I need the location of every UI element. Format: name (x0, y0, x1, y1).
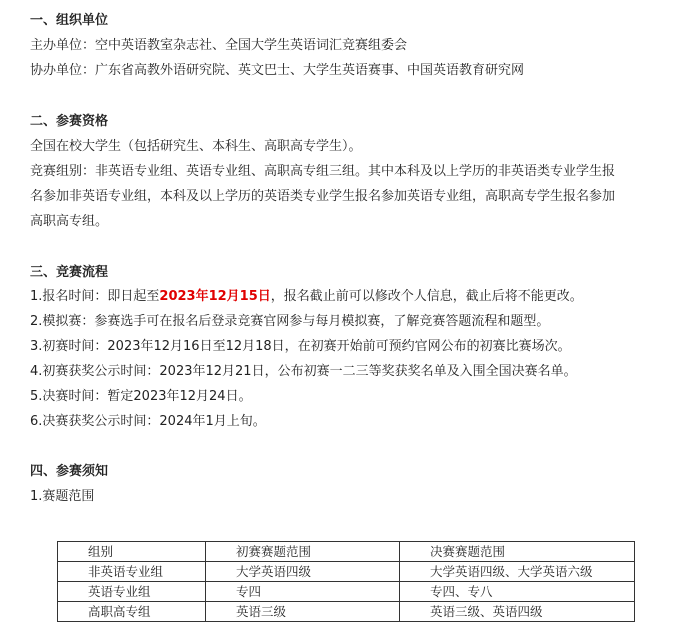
org-heading: 一、组织单位 (30, 13, 109, 28)
table-cell: 大学英语四级 (206, 562, 400, 582)
table-cell: 高职高专组 (58, 602, 206, 622)
table-cell: 英语三级、英语四级 (399, 602, 634, 622)
table-cell: 专四 (206, 582, 400, 602)
exam-scope-table (57, 541, 635, 622)
table-cell: 大学英语四级、大学英语六级 (399, 562, 634, 582)
org-co-line: 协办单位：广东省高教外语研究院、英文巴士、大学生英语赛事、中国英语教育研究网 (30, 63, 525, 78)
table-header-cell: 决赛赛题范围 (399, 542, 634, 562)
table-cell: 非英语专业组 (58, 562, 206, 582)
table-cell: 英语专业组 (58, 582, 206, 602)
table-row (58, 562, 635, 582)
registration-deadline-highlight: 2023年12月15日 (159, 289, 271, 304)
org-host-line: 主办单位：空中英语教室杂志社、全国大学生英语词汇竞赛组委会 (30, 38, 408, 53)
table-cell: 专四、专八 (399, 582, 634, 602)
eligibility-line-3: 名参加非英语专业组，本科及以上学历的英语类专业学生报名参加英语专业组，高职高专学生报名参加 (30, 189, 616, 204)
process-heading: 三、竞赛流程 (30, 265, 109, 280)
eligibility-line-1: 全国在校大学生（包括研究生、本科生、高职高专学生）。 (30, 139, 362, 154)
table-header-cell: 组别 (58, 542, 206, 562)
process-item-1-prefix: 1.报名时间：即日起至 (30, 289, 160, 304)
table-cell: 英语三级 (206, 602, 400, 622)
process-item-3: 3.初赛时间：2023年12月16日至12月18日，在初赛开始前可预约官网公布的初赛比赛场次。 (30, 339, 571, 354)
table-header-cell: 初赛赛题范围 (206, 542, 400, 562)
process-item-1 (30, 285, 670, 309)
eligibility-line-2: 竞赛组别：非英语专业组、英语专业组、高职高专组三组。其中本科及以上学历的非英语类专业学生报 (30, 164, 616, 179)
process-item-6: 6.决赛获奖公示时间：2024年1月上旬。 (30, 414, 266, 429)
process-item-2: 2.模拟赛：参赛选手可在报名后登录竞赛官网参与每月模拟赛，了解竞赛答题流程和题型。 (30, 314, 550, 329)
table-row (58, 582, 635, 602)
process-item-1-suffix: ，报名截止前可以修改个人信息，截止后将不能更改。 (270, 289, 583, 304)
eligibility-line-4: 高职高专组。 (30, 214, 109, 229)
eligibility-heading: 二、参赛资格 (30, 114, 109, 129)
notes-heading: 四、参赛须知 (30, 464, 109, 479)
notes-item-1: 1.赛题范围 (30, 489, 95, 504)
process-item-4: 4.初赛获奖公示时间：2023年12月21日，公布初赛一二三等奖获奖名单及入围全国决赛名单。 (30, 364, 577, 379)
table-header-row (58, 542, 635, 562)
table-row (58, 602, 635, 622)
process-item-5: 5.决赛时间：暂定2023年12月24日。 (30, 389, 252, 404)
